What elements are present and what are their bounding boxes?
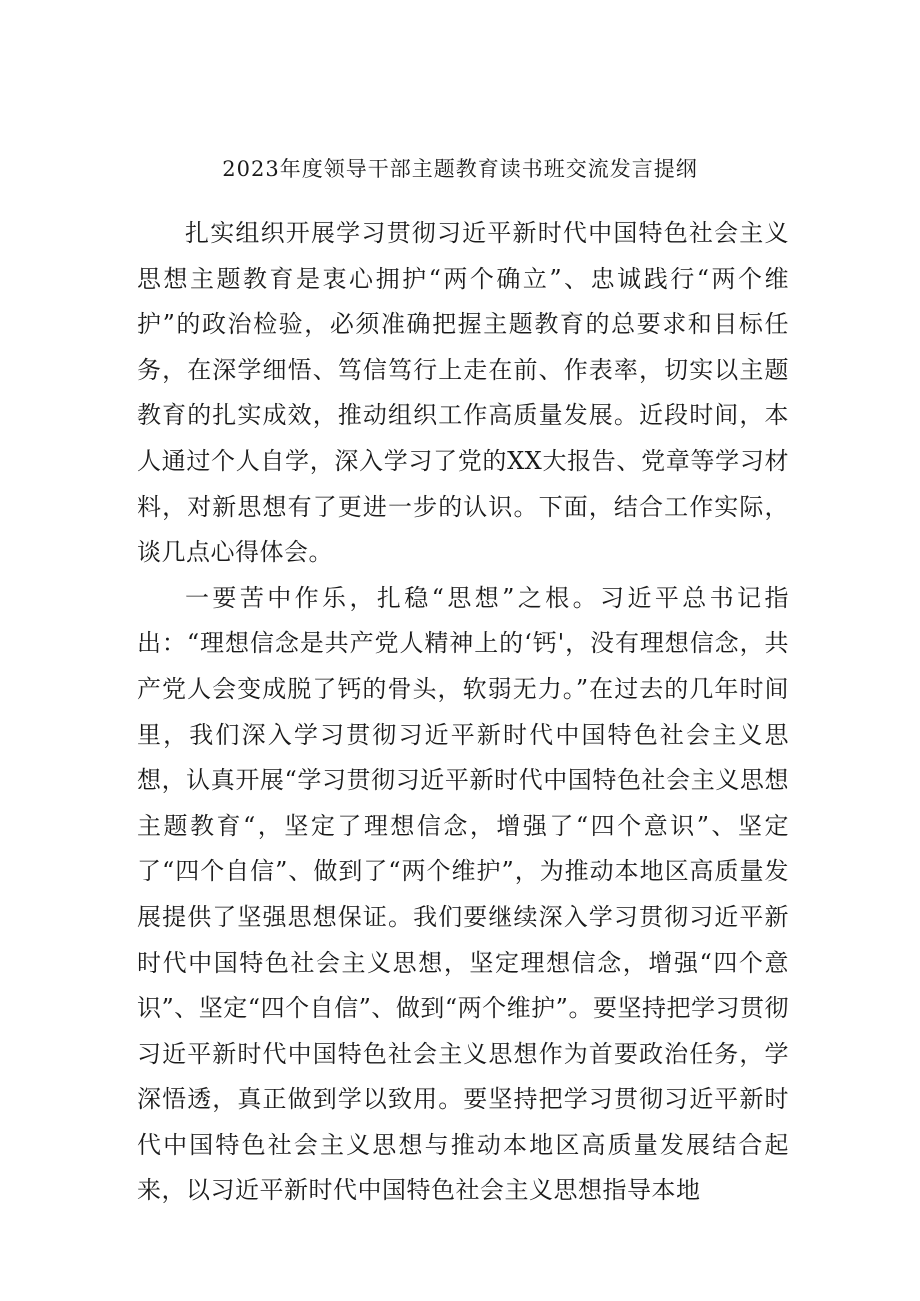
paragraph-intro: 扎实组织开展学习贯彻习近平新时代中国特色社会主义思想主题教育是衷心拥护“两个确立”、忠诚践行“两个维护”的政治检验，必须准确把握主题教育的总要求和目标任务，在深学细悟、笃信笃行上走在前、作表率，切实以主题教育的扎实成效，推动组织工作高质量发展。近段时间，本人通过个人自学，深入学习了党的XX大报告、党章等学习材料，对新思想有了更进一步的认识。下面，结合工作实际，谈几点心得体会。 bbox=[137, 219, 789, 567]
document-title: 2023年度领导干部主题教育读书班交流发言提纲 bbox=[222, 157, 698, 181]
paragraph-point-one: 一要苦中作乐，扎稳“思想”之根。习近平总书记指出：“理想信念是共产党人精神上的‘钙'，没有理想信念，共产党人会变成脱了钙的骨头，软弱无力。”在过去的几年时间里，我们深入学习贯彻习近平新时代中国特色社会主义思想，认真开展“学习贯彻习近平新时代中国特色社会主义思想主题教育“，坚定了理想信念，增强了“四个意识”、坚定了“四个自信”、做到了“两个维护”，为推动本地区高质量发展提供了坚强思想保证。我们要继续深入学习贯彻习近平新时代中国特色社会主义思想，坚定理想信念，增强“四个意识”、坚定“四个自信”、做到“两个维护”。要坚持把学习贯彻习近平新时代中国特色社会主义思想作为首要政治任务，学深悟透，真正做到学以致用。要坚持把学习贯彻习近平新时代中国特色社会主义思想与推动本地区高质量发展结合起来，以习近平新时代中国特色社会主义思想指导本地 bbox=[137, 583, 789, 1205]
document-body bbox=[137, 211, 789, 1214]
